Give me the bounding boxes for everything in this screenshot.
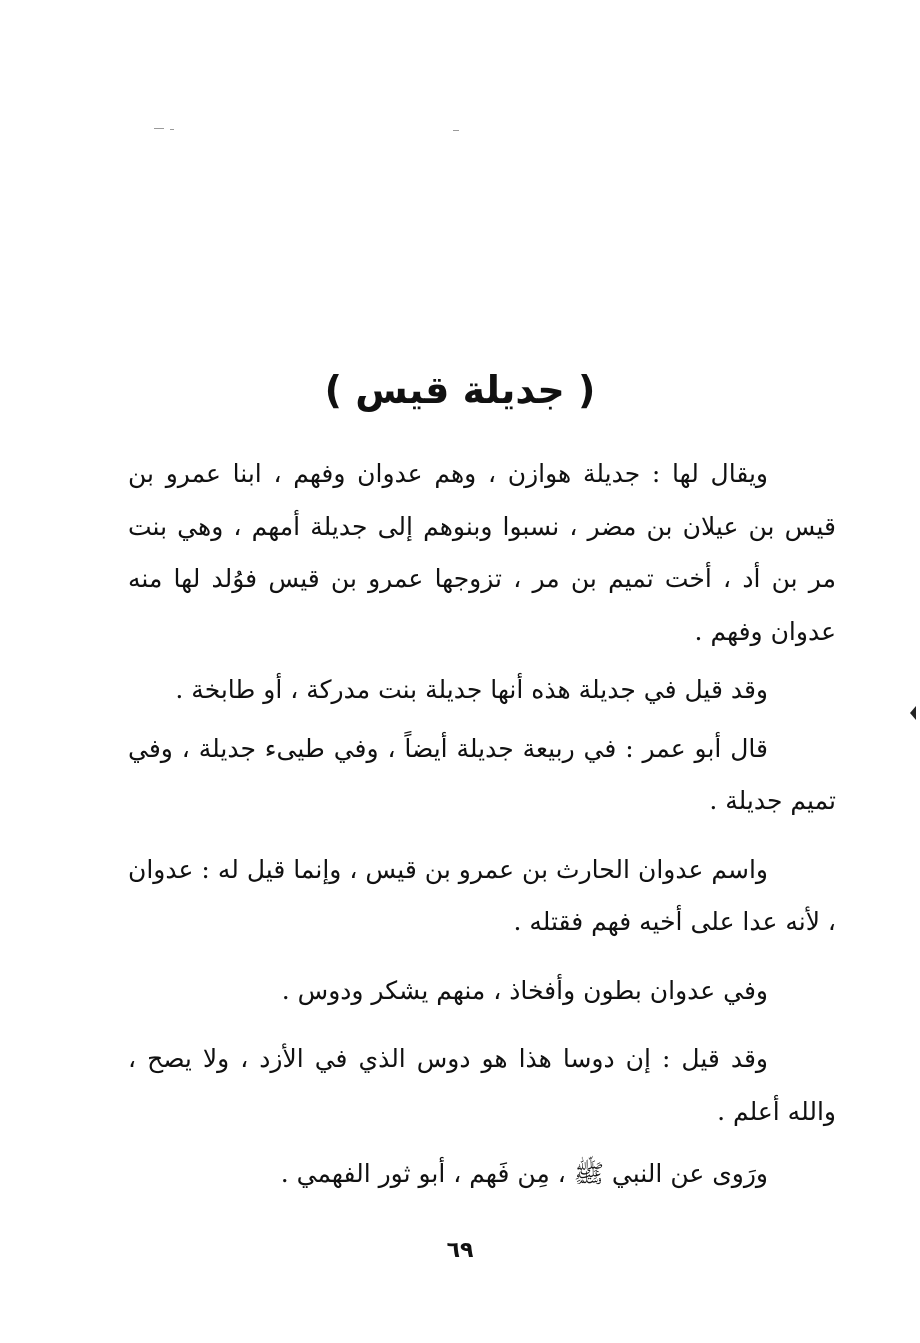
section-title: ( جديلة قيس ) [324, 368, 596, 412]
paragraph: وقد قيل : إن دوسا هذا هو دوس الذي في الأزد ، ولا يصح ، والله أعلم . [128, 1044, 836, 1126]
paragraph: ويقال لها : جديلة هوازن ، وهم عدوان وفهم ، ابنا عمرو بن قيس بن عيلان بن مضر ، نسبوا وبنوهم إلى جديلة أمهم ، وهي بنت مر بن أد ، أخت تميم بن مر ، تزوجها عمرو بن قيس فوُلد لها منه عدوان وفهم . [128, 459, 836, 646]
scan-specks [148, 128, 468, 132]
margin-mark [910, 706, 916, 720]
paragraph: وفي عدوان بطون وأفخاذ ، منهم يشكر ودوس . [281, 975, 768, 1005]
body-text [128, 448, 836, 1201]
paragraph: واسم عدوان الحارث بن عمرو بن قيس ، وإنما قيل له : عدوان ، لأنه عدا على أخيه فهم فقتله . [128, 854, 836, 936]
paragraph: قال أبو عمر : في ربيعة جديلة أيضاً ، وفي طيىء جديلة ، وفي تميم جديلة . [128, 733, 836, 815]
paragraph: وقد قيل في جديلة هذه أنها جديلة بنت مدركة ، أو طابخة . [175, 675, 768, 704]
paragraph: ورَوى عن النبي ﷺ ، مِن فَهم ، أبو ثور الفهمي . [280, 1159, 768, 1188]
page-number: ٦٩ [446, 1238, 474, 1263]
